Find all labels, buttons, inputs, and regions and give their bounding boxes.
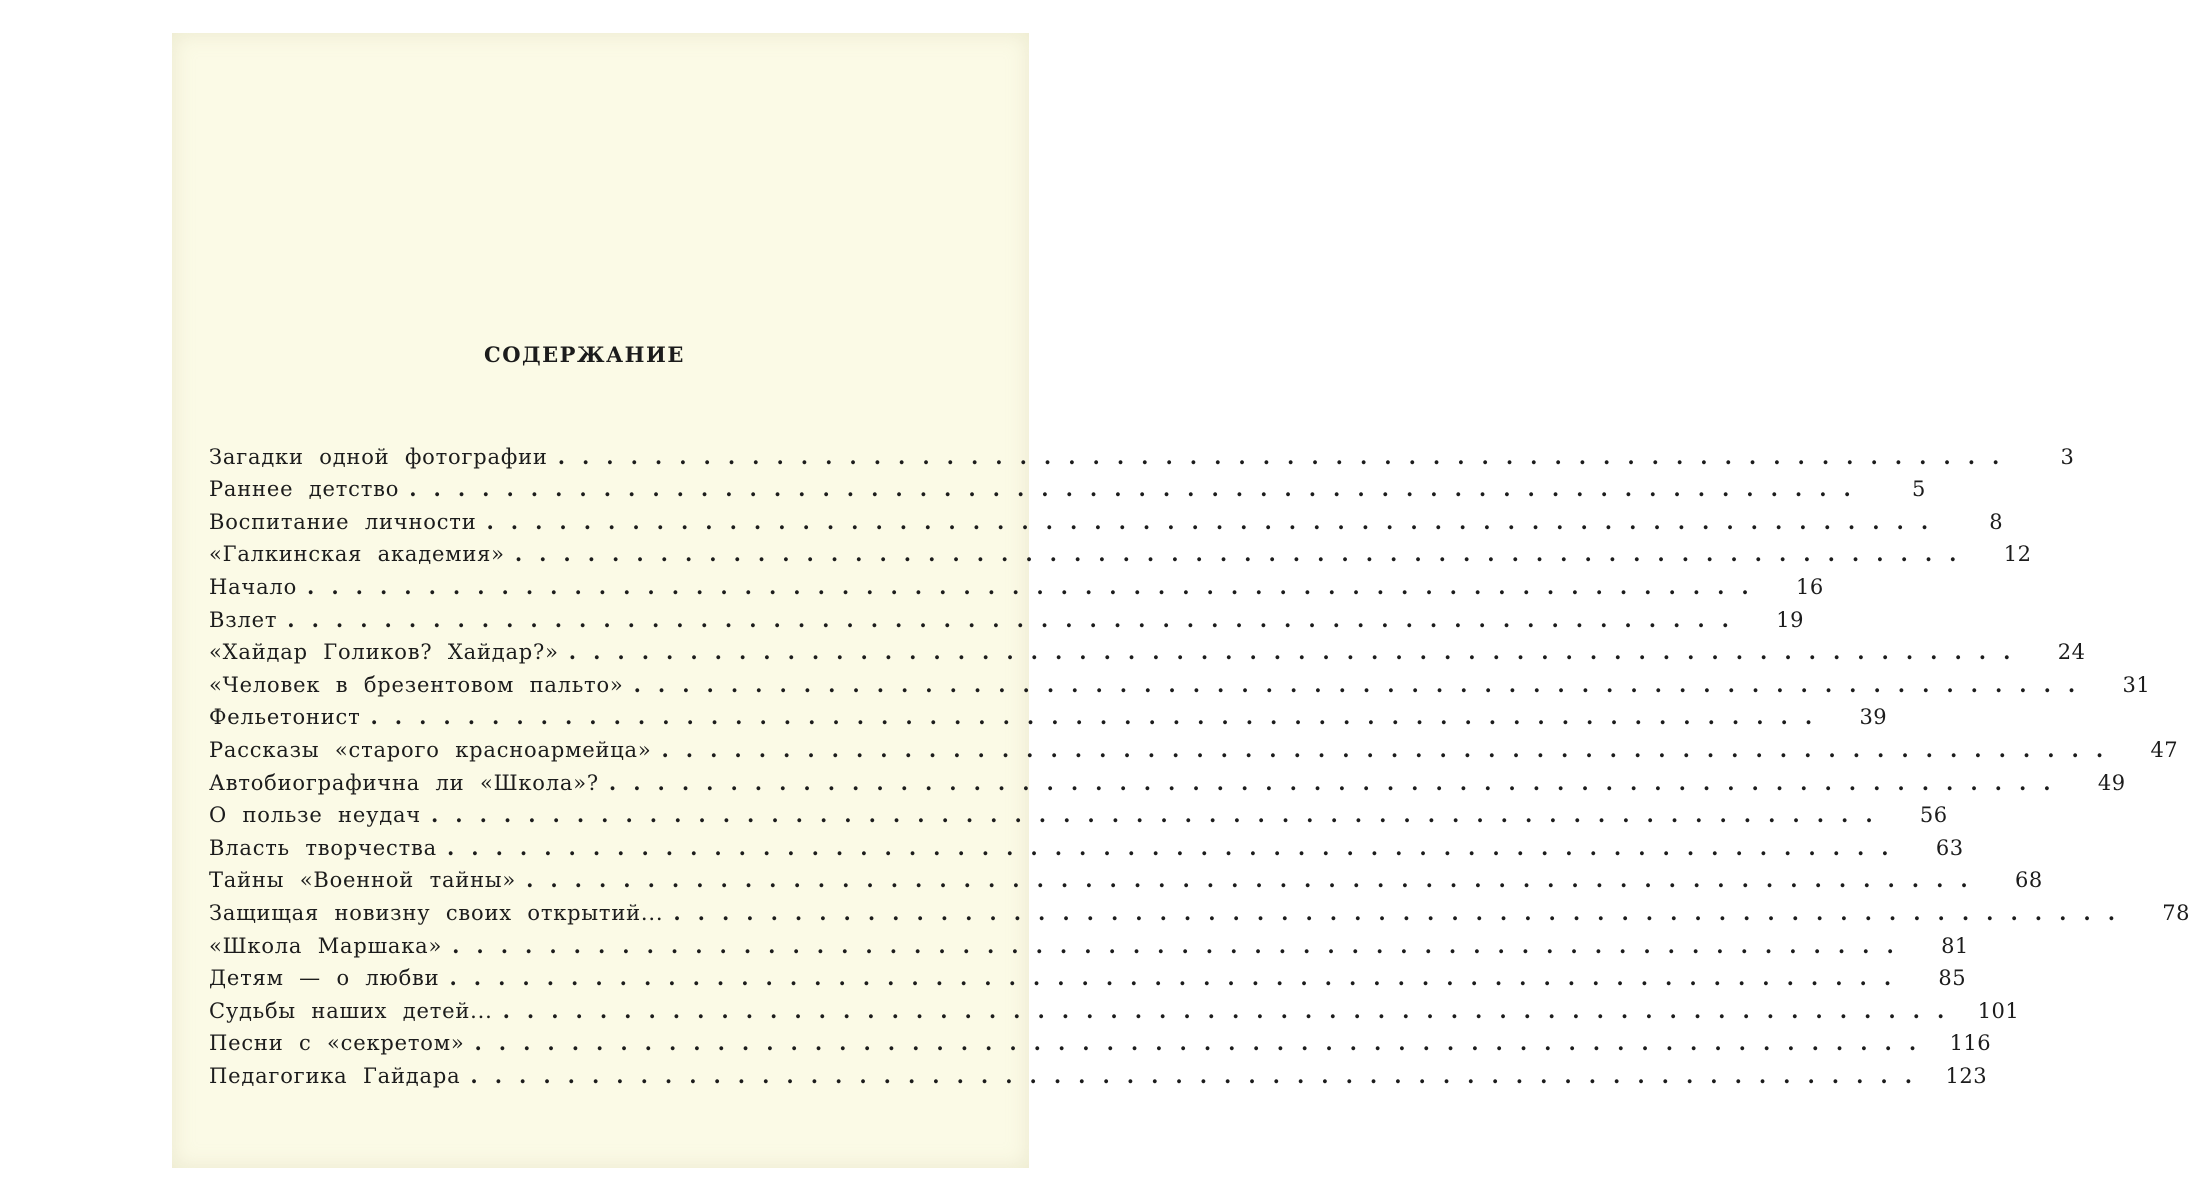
table-of-contents — [209, 436, 2190, 1088]
toc-entry-title: Автобиографична ли «Школа»? — [209, 770, 599, 795]
toc-entry-page: 39 — [1859, 705, 1888, 730]
toc-entry-title: «Школа Маршака» — [209, 933, 443, 958]
toc-entry — [209, 1023, 1992, 1056]
toc-entry-page: 24 — [2057, 640, 2086, 665]
toc-entry-title: Начало — [209, 574, 298, 599]
toc-entry — [209, 925, 1969, 958]
toc-entry-title: Тайны «Военной тайны» — [209, 868, 517, 893]
toc-dot-leader: ............................................................ — [452, 932, 1911, 958]
toc-entry-page: 16 — [1795, 574, 1824, 599]
toc-dot-leader: ............................................................ — [514, 541, 1974, 567]
toc-entry-page: 19 — [1776, 607, 1804, 632]
toc-entry-page: 101 — [1977, 998, 2020, 1023]
toc-entry-page: 116 — [1949, 1031, 1992, 1056]
toc-entry — [209, 795, 1948, 828]
toc-entry — [209, 1055, 1988, 1088]
toc-entry-page: 63 — [1935, 835, 1964, 860]
toc-entry — [209, 632, 2086, 665]
toc-entry — [209, 534, 2032, 567]
toc-dot-leader: ............................................................ — [409, 476, 1868, 502]
toc-dot-leader: ............................................................ — [470, 1062, 1930, 1088]
toc-entry — [209, 990, 2020, 1023]
toc-dot-leader: ............................................................ — [474, 1030, 1934, 1056]
toc-entry-page: 47 — [2150, 737, 2179, 762]
toc-dot-leader: ............................................................ — [486, 508, 1946, 534]
toc-dot-leader: ............................................................ — [287, 606, 1746, 632]
toc-entry-title: Рассказы «старого красноармейца» — [209, 737, 652, 762]
toc-dot-leader: ............................................................ — [673, 899, 2133, 925]
toc-entry-page: 31 — [2122, 672, 2151, 697]
toc-entry-page: 49 — [2097, 770, 2126, 795]
toc-entry — [209, 860, 2043, 893]
toc-entry-title: О пользе неудач — [209, 803, 421, 828]
toc-dot-leader: ............................................................ — [502, 997, 1962, 1023]
toc-dot-leader: ............................................................ — [633, 671, 2093, 697]
toc-entry — [209, 697, 1888, 730]
toc-dot-leader: ............................................................ — [608, 769, 2068, 795]
toc-dot-leader: ............................................................ — [568, 639, 2028, 665]
toc-entry-title: «Галкинская академия» — [209, 542, 505, 567]
toc-dot-leader: ............................................................ — [446, 834, 1906, 860]
toc-dot-leader: ............................................................ — [307, 573, 1766, 599]
toc-entry-page: 3 — [2060, 444, 2075, 469]
toc-entry — [209, 501, 2004, 534]
toc-entry-page: 78 — [2162, 900, 2190, 925]
toc-entry — [209, 958, 1967, 991]
toc-dot-leader: ............................................................ — [526, 867, 1985, 893]
toc-entry-title: Защищая новизну своих открытий... — [209, 900, 664, 925]
toc-entry-title: Взлет — [209, 607, 278, 632]
toc-entry-page: 56 — [1919, 803, 1948, 828]
toc-entry-page: 5 — [1912, 477, 1926, 502]
toc-dot-leader: ............................................................ — [370, 704, 1830, 730]
toc-entry-title: Судьбы наших детей... — [209, 998, 493, 1023]
toc-entry — [209, 892, 2190, 925]
toc-entry — [209, 729, 2179, 762]
toc-dot-leader: ............................................................ — [449, 965, 1909, 991]
toc-entry-title: Раннее детство — [209, 477, 400, 502]
toc-entry — [209, 599, 1804, 632]
toc-entry — [209, 664, 2151, 697]
toc-entry-title: Воспитание личности — [209, 509, 477, 534]
toc-entry-page: 12 — [2003, 542, 2032, 567]
toc-entry-page: 81 — [1941, 933, 1969, 958]
toc-entry-title: «Человек в брезентовом пальто» — [209, 672, 624, 697]
toc-entry-title: Фельетонист — [209, 705, 361, 730]
toc-dot-leader: ............................................................ — [430, 802, 1890, 828]
toc-entry-title: «Хайдар Голиков? Хайдар?» — [209, 640, 559, 665]
toc-entry — [209, 469, 1926, 502]
toc-entry-page: 68 — [2015, 868, 2043, 893]
toc-entry-page: 123 — [1945, 1063, 1988, 1088]
toc-dot-leader: ............................................................ — [661, 736, 2121, 762]
toc-dot-leader: ............................................................ — [557, 443, 2017, 469]
toc-entry-page: 85 — [1938, 966, 1967, 991]
toc-entry — [209, 436, 2075, 469]
toc-entry-title: Загадки одной фотографии — [209, 444, 548, 469]
toc-entry — [209, 827, 1964, 860]
toc-entry-title: Детям — о любви — [209, 966, 440, 991]
toc-entry — [209, 566, 1824, 599]
toc-entry — [209, 762, 2126, 795]
toc-entry-title: Власть творчества — [209, 835, 437, 860]
toc-entry-title: Педагогика Гайдара — [209, 1063, 461, 1088]
contents-heading: СОДЕРЖАНИЕ — [484, 342, 685, 367]
toc-entry-page: 8 — [1989, 509, 2004, 534]
toc-entry-title: Песни с «секретом» — [209, 1031, 465, 1056]
